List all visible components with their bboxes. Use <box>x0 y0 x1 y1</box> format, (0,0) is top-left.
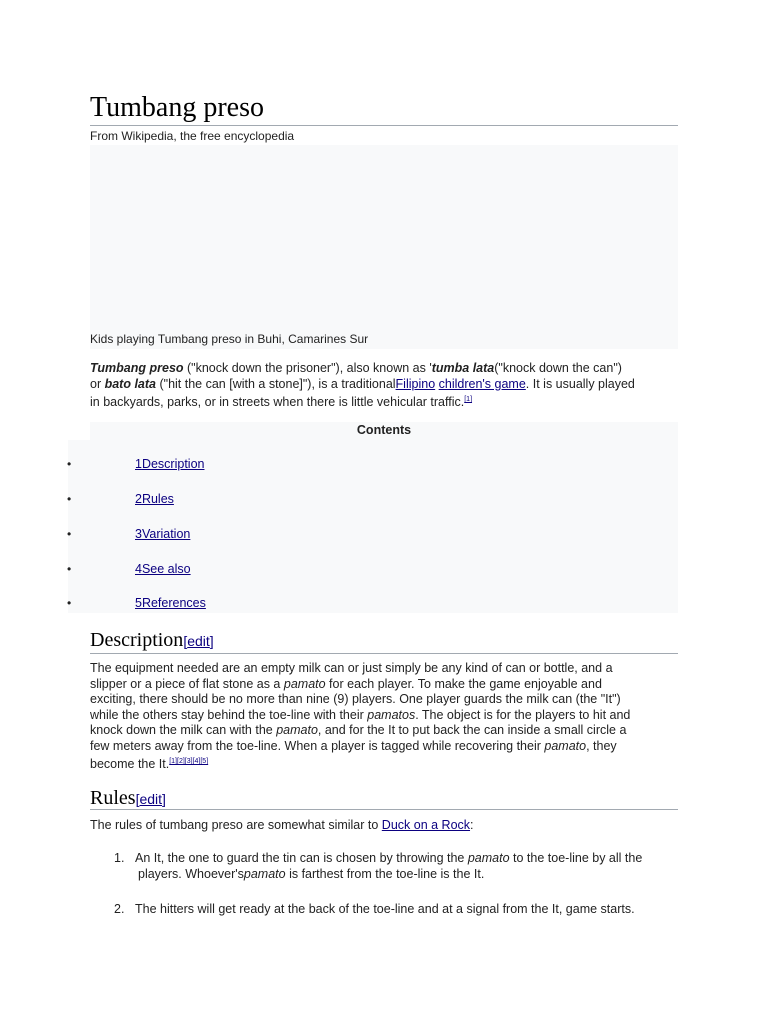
term-tumba-lata: tumba lata <box>431 361 495 375</box>
toc-item-variation[interactable]: 3Variation <box>135 527 191 541</box>
edit-link[interactable]: edit <box>139 791 163 807</box>
tagline: From Wikipedia, the free encyclopedia <box>90 129 295 143</box>
section-heading-description: Description[edit] <box>90 629 214 651</box>
rules-intro: The rules of tumbang preso are somewhat similar to Duck on a Rock: <box>90 818 474 832</box>
intro-line-3: in backyards, parks, or in streets when there is little vehicular traffic.[1] <box>90 395 473 410</box>
toc-item-rules[interactable]: 2Rules <box>135 492 174 506</box>
section-heading-rules: Rules[edit] <box>90 787 166 809</box>
toc-item-references[interactable]: 5References <box>135 596 206 610</box>
intro-paragraph <box>90 361 680 411</box>
description-paragraph: The equipment needed are an empty milk can or just simply be any kind of can or bottle, and a slipper or a piece of flat stone as a pamato for each player. To make the game enjoyable and exciting, there should be no more than nine (9) players. One player guards the milk can (the "It") while the others stay behind the toe-line with their pamatos. The object is for the players to hit and knock down the milk can with the pamato, and for the It to put back the can inside a small circle a few meters away from the toe-line. When a player is tagged while recovering their pamato, they become the It.[1][2][3][4][5] <box>90 661 631 772</box>
image-figure <box>90 145 678 349</box>
toc-bullet: • <box>67 562 72 576</box>
toc-bullet: • <box>67 457 72 471</box>
section-divider <box>90 653 678 654</box>
ref-link[interactable]: [1][2][3][4][5] <box>169 758 209 765</box>
toc-bullet: • <box>67 596 72 610</box>
link-duck-on-a-rock[interactable]: Duck on a Rock <box>381 818 471 832</box>
intro-line-1: Tumbang preso ("knock down the prisoner"), also known as 'tumba lata("knock down the can") <box>90 361 622 375</box>
toc-box-left-extension <box>68 440 90 613</box>
image-caption: Kids playing Tumbang preso in Buhi, Camarines Sur <box>90 332 369 346</box>
rules-list <box>90 851 690 920</box>
link-childrens-game[interactable]: children's game <box>438 376 526 391</box>
ref-link[interactable]: [1] <box>464 396 473 403</box>
section-divider <box>90 809 678 810</box>
toc-title: Contents <box>356 423 412 437</box>
term-tumbang-preso: Tumbang preso <box>90 361 184 375</box>
title-divider <box>90 125 678 126</box>
list-item: 2. The hitters will get ready at the back of the toe-line and at a signal from the It, game starts. <box>114 902 635 916</box>
toc-box <box>90 422 678 613</box>
list-item: 1. An It, the one to guard the tin can is chosen by throwing the pamato to the toe-line by all the players. Whoever'spamato is farthest from the toe-line is the It. <box>114 851 643 881</box>
term-bato-lata: bato lata <box>104 376 156 391</box>
link-filipino[interactable]: Filipino <box>395 376 436 391</box>
toc-bullet: • <box>67 527 72 541</box>
toc-item-description[interactable]: 1Description <box>135 457 205 471</box>
edit-link[interactable]: edit <box>187 633 210 649</box>
intro-line-2: or bato lata ("hit the can [with a stone]"), is a traditionalFilipino children's game. It is usually played <box>90 376 635 391</box>
toc-item-see-also[interactable]: 4See also <box>135 562 191 576</box>
page-title: Tumbang preso <box>90 92 264 123</box>
toc-bullet: • <box>67 492 72 506</box>
